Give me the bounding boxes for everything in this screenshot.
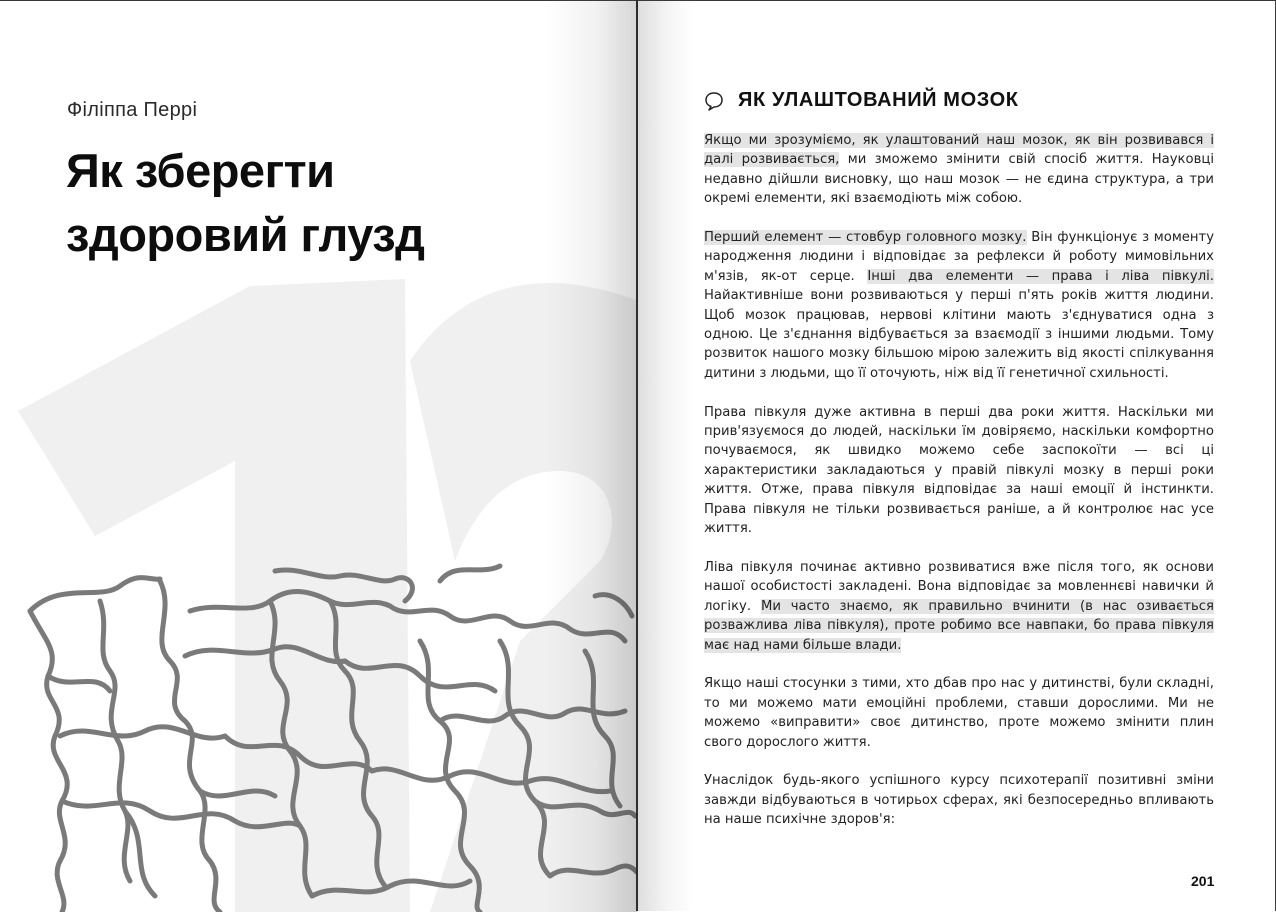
paragraph-6 bbox=[704, 771, 1214, 829]
paragraph-5 bbox=[704, 674, 1214, 752]
paragraph-1 bbox=[704, 131, 1214, 209]
paragraph-text: Якщо наші стосунки з тими, хто дбав про нас у дитинстві, були складні, то ми можемо мати емоційні проблеми, ставши дорослими. Ми не можемо «виправити» своє дитинство, проте можемо змінити плин свого дорослого життя. bbox=[704, 676, 1214, 750]
highlighted-text: Перший елемент — стовбур головного мозку. bbox=[704, 230, 1027, 246]
paragraph-4 bbox=[704, 558, 1214, 655]
speech-bubble-icon bbox=[704, 91, 724, 111]
paragraph-text: Права півкуля дуже активна в перші два роки життя. Наскільки ми прив'язуємося до людей, наскільки їм довіряємо, наскільки комфортно почуваємося, як швидко можемо себе заспокоїти — всі ці характеристики закладаються у правій півкулі мозку в перші роки життя. Отже, права півкуля відповідає за наші емоції й інстинкти. Права півкуля не тільки розвивається раніше, а й контролює нас усе життя. bbox=[704, 404, 1214, 537]
book-title bbox=[66, 139, 526, 267]
highlighted-text: Інші два елементи — права і ліва півкулі. bbox=[867, 268, 1214, 284]
paragraph-text: Він функціонує з моменту народження людини і відповідає за рефлекси й роботу мимовільних м'язів, як-от серце. bbox=[704, 230, 1214, 284]
paragraph-3 bbox=[704, 403, 1214, 539]
page-number: 201 bbox=[1191, 873, 1215, 889]
right-page bbox=[638, 0, 1276, 911]
paragraph-text: Унаслідок будь-якого успішного курсу психотерапії позитивні зміни завжди відбуваються в чотирьох сферах, які безпосередньо впливають на наше психічне здоров'я: bbox=[704, 773, 1214, 828]
chapter-heading bbox=[704, 89, 1019, 112]
paragraph-text: Найактивніше вони розвиваються у перші п'ять років життя людини. Щоб мозок працював, нервові клітини мають з'єднуватися одна з одною. Це з'єднання відбувається за взаємодії з іншими людьми. Тому розвиток нашого мозку більшою мірою залежить від якості спілкування дитини з людьми, що її оточують, ніж від її генетичної схильності. bbox=[704, 288, 1214, 381]
chapter-title: ЯК УЛАШТОВАНИЙ МОЗОК bbox=[738, 89, 1019, 111]
highlighted-text: Якщо ми зрозуміємо, як улаштований наш мозок, як він розвивався і далі розвивається, bbox=[704, 133, 1214, 168]
scribble-illustration bbox=[0, 1, 638, 912]
book-title-line-2: здоровий глузд bbox=[66, 208, 425, 261]
gutter-shadow-right bbox=[638, 1, 693, 911]
paragraph-text: ми зможемо змінити свій спосіб життя. Науковці недавно дійшли висновку, що наш мозок — не єдина структура, а три окремі елементи, які взаємодіють між собою. bbox=[704, 152, 1214, 207]
paragraph-2 bbox=[704, 228, 1214, 383]
paragraph-text: Ліва півкуля починає активно розвиватися вже після того, як основи нашої особистості закладені. Вона відповідає за мовленнєві навички й логіку. bbox=[704, 559, 1214, 614]
body-text bbox=[704, 131, 1214, 849]
highlighted-text: Ми часто знаємо, як правильно вчинити (в нас озивається розважлива ліва півкуля), проте робимо все навпаки, бо права півкуля має над нами більше влади. bbox=[704, 598, 1214, 653]
book-title-line-1: Як зберегти bbox=[66, 144, 335, 197]
author-name: Філіппа Перрі bbox=[67, 99, 198, 121]
